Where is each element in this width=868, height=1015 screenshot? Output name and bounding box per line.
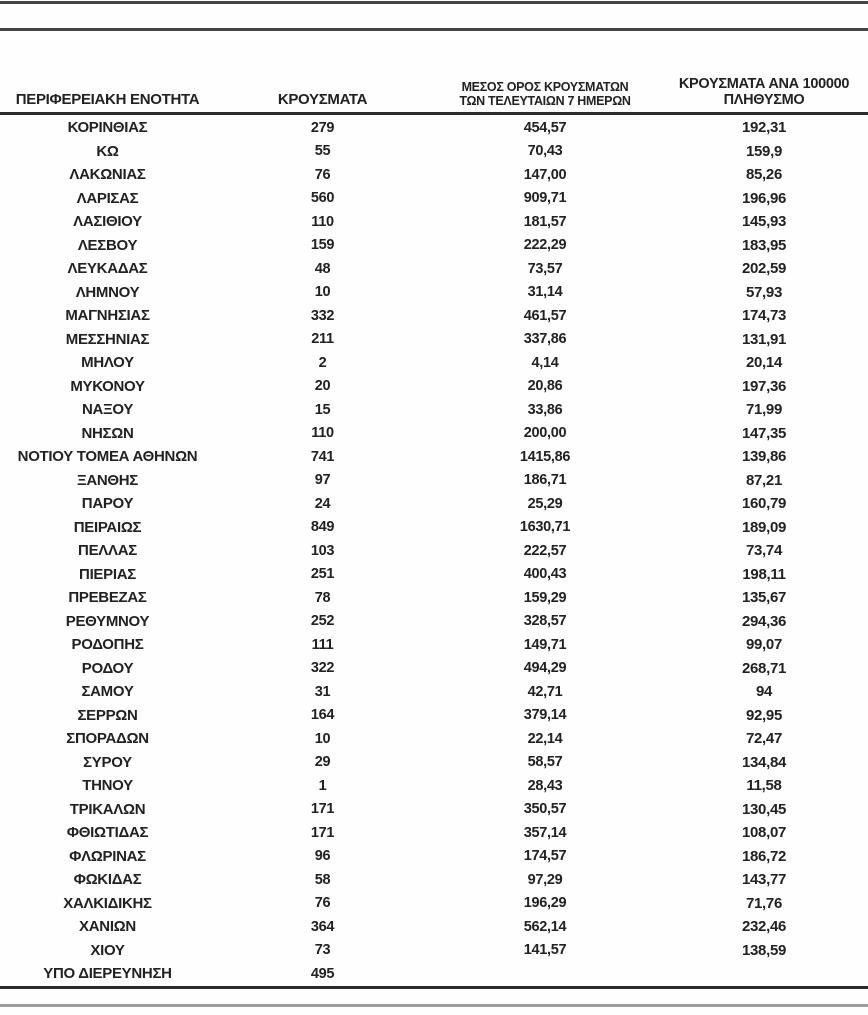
cell-cases: 322	[310, 660, 335, 677]
cell-avg-7-days: 42,71	[527, 683, 563, 700]
header-underline	[0, 112, 868, 115]
cell-avg-7-days: 1630,71	[519, 519, 571, 536]
cell-cases: 96	[314, 848, 331, 865]
cell-cases: 849	[310, 519, 335, 536]
cell-cases: 252	[310, 613, 335, 630]
table-row	[0, 234, 868, 258]
cell-regional-unit: ΛΕΣΒΟΥ	[77, 236, 138, 254]
cell-cases: 29	[314, 754, 331, 771]
cell-regional-unit: ΝΟΤΙΟΥ ΤΟΜΕΑ ΑΘΗΝΩΝ	[17, 448, 198, 466]
cell-regional-unit: ΛΑΚΩΝΙΑΣ	[69, 166, 146, 184]
cell-regional-unit: ΛΗΜΝΟΥ	[75, 283, 140, 301]
cell-avg-7-days: 562,14	[523, 918, 567, 935]
cell-cases-per-100000: 71,99	[745, 401, 783, 419]
cell-cases-per-100000: 108,07	[741, 824, 787, 842]
cell-cases-per-100000: 85,26	[745, 166, 783, 184]
cell-regional-unit: ΠΕΛΛΑΣ	[78, 542, 137, 560]
cell-regional-unit: ΞΑΝΘΗΣ	[76, 471, 139, 489]
column-header-cases	[215, 92, 430, 110]
cell-cases: 10	[314, 730, 331, 747]
cell-avg-7-days: 58,57	[527, 754, 563, 771]
table-row	[0, 375, 868, 399]
cell-cases: 20	[314, 378, 331, 395]
cell-cases-per-100000: 159,9	[745, 142, 783, 160]
cell-avg-7-days: 196,29	[523, 895, 567, 912]
table-row	[0, 257, 868, 281]
cell-avg-7-days: 4,14	[531, 354, 559, 371]
cell-cases: 495	[310, 965, 335, 982]
table-row	[0, 563, 868, 587]
cell-avg-7-days: 379,14	[523, 707, 567, 724]
table-row	[0, 774, 868, 798]
cell-cases: 10	[314, 284, 331, 301]
cell-regional-unit: ΛΑΣΙΘΙΟΥ	[73, 213, 142, 231]
cell-cases: 24	[314, 495, 331, 512]
cell-regional-unit: ΠΡΕΒΕΖΑΣ	[68, 589, 147, 607]
cell-cases: 332	[310, 307, 335, 324]
cell-avg-7-days: 141,57	[523, 942, 567, 959]
cell-cases-per-100000: 73,74	[745, 542, 783, 560]
cell-cases: 364	[310, 918, 335, 935]
cell-regional-unit: ΣΕΡΡΩΝ	[77, 706, 138, 724]
cell-avg-7-days: 28,43	[527, 777, 563, 794]
table-row	[0, 798, 868, 822]
cell-cases-per-100000: 196,96	[741, 189, 787, 207]
cell-avg-7-days: 222,29	[523, 237, 567, 254]
table-row	[0, 845, 868, 869]
cell-regional-unit: ΠΕΙΡΑΙΩΣ	[73, 518, 142, 536]
cell-cases: 560	[310, 190, 335, 207]
cell-cases: 97	[314, 472, 331, 489]
cell-regional-unit: ΧΑΛΚΙΔΙΚΗΣ	[63, 894, 152, 912]
cell-regional-unit: ΣΠΟΡΑΔΩΝ	[66, 730, 149, 748]
cell-avg-7-days: 909,71	[523, 190, 567, 207]
cell-regional-unit: ΛΑΡΙΣΑΣ	[76, 189, 139, 207]
cell-avg-7-days: 200,00	[523, 425, 567, 442]
cell-avg-7-days: 400,43	[523, 566, 567, 583]
page-bottom-line	[0, 1004, 868, 1007]
table-row	[0, 469, 868, 493]
table-body	[0, 116, 868, 986]
cell-cases-per-100000: 183,95	[741, 236, 787, 254]
cell-cases: 103	[310, 542, 335, 559]
cell-regional-unit: ΣΑΜΟΥ	[81, 683, 134, 701]
table-row	[0, 915, 868, 939]
cell-cases-per-100000: 197,36	[741, 377, 787, 395]
cell-cases: 110	[311, 213, 334, 230]
cell-regional-unit: ΥΠΟ ΔΙΕΡΕΥΝΗΣΗ	[43, 965, 172, 983]
cell-regional-unit: ΡΟΔΟΥ	[81, 659, 134, 677]
cell-avg-7-days: 454,57	[523, 119, 567, 136]
cell-avg-7-days: 31,14	[527, 284, 563, 301]
cell-cases: 76	[314, 166, 331, 183]
cell-avg-7-days: 149,71	[523, 636, 567, 653]
table-row	[0, 281, 868, 305]
cell-cases: 76	[314, 895, 331, 912]
cell-cases: 279	[310, 119, 335, 136]
cell-cases-per-100000: 20,14	[745, 354, 783, 372]
column-header-label: ΚΡΟΥΣΜΑΤΑ	[277, 90, 368, 108]
column-header-label-line2: ΠΛΗΘΥΣΜΟ	[723, 92, 805, 108]
table-row	[0, 304, 868, 328]
column-header-label-line1: ΚΡΟΥΣΜΑΤΑ ΑΝΑ 100000	[678, 76, 850, 92]
table-row	[0, 516, 868, 540]
cell-cases-per-100000: 131,91	[741, 330, 787, 348]
cell-avg-7-days: 33,86	[527, 401, 563, 418]
table-row	[0, 821, 868, 845]
cell-cases: 15	[314, 401, 331, 418]
cell-cases-per-100000: 57,93	[745, 283, 783, 301]
cell-cases-per-100000: 92,95	[745, 706, 783, 724]
cell-avg-7-days: 97,29	[527, 871, 563, 888]
cell-avg-7-days: 73,57	[527, 260, 563, 277]
cell-regional-unit: ΚΟΡΙΝΘΙΑΣ	[67, 119, 148, 137]
cell-regional-unit: ΚΩ	[96, 142, 119, 160]
cell-cases: 111	[311, 636, 334, 653]
cell-regional-unit: ΤΗΝΟΥ	[82, 777, 133, 795]
cell-cases-per-100000: 202,59	[741, 260, 787, 278]
cell-cases-per-100000: 72,47	[745, 730, 783, 748]
table-row	[0, 398, 868, 422]
table-header-row	[0, 56, 868, 110]
table-row	[0, 492, 868, 516]
cell-cases-per-100000: 232,46	[741, 918, 787, 936]
cell-avg-7-days: 337,86	[523, 331, 567, 348]
cell-regional-unit: ΦΘΙΩΤΙΔΑΣ	[66, 824, 149, 842]
cell-cases-per-100000: 186,72	[741, 847, 787, 865]
cell-avg-7-days: 186,71	[523, 472, 567, 489]
cell-avg-7-days: 1415,86	[519, 448, 571, 465]
table-row	[0, 116, 868, 140]
cell-cases: 211	[311, 331, 334, 348]
table-row	[0, 751, 868, 775]
cell-cases-per-100000: 139,86	[741, 448, 787, 466]
cell-cases-per-100000: 147,35	[741, 424, 787, 442]
top-divider-line-1	[0, 1, 868, 4]
table-row	[0, 328, 868, 352]
cell-cases: 110	[311, 425, 334, 442]
cell-cases-per-100000: 138,59	[741, 941, 787, 959]
cell-cases-per-100000: 160,79	[741, 495, 787, 513]
cell-cases-per-100000: 143,77	[741, 871, 787, 889]
table-row	[0, 163, 868, 187]
cell-cases: 58	[314, 871, 331, 888]
table-row	[0, 962, 868, 986]
table-row	[0, 351, 868, 375]
table-row	[0, 680, 868, 704]
cell-regional-unit: ΜΕΣΣΗΝΙΑΣ	[65, 330, 150, 348]
cell-regional-unit: ΠΙΕΡΙΑΣ	[79, 565, 136, 583]
table-row	[0, 868, 868, 892]
cell-avg-7-days: 22,14	[527, 730, 563, 747]
table-row	[0, 445, 868, 469]
column-header-label-line2: ΤΩΝ ΤΕΛΕΥΤΑΙΩΝ 7 ΗΜΕΡΩΝ	[459, 94, 631, 108]
cell-avg-7-days: 357,14	[523, 824, 567, 841]
cell-avg-7-days: 25,29	[527, 495, 563, 512]
cell-regional-unit: ΤΡΙΚΑΛΩΝ	[69, 800, 146, 818]
cell-regional-unit: ΦΩΚΙΔΑΣ	[73, 871, 142, 889]
cell-regional-unit: ΧΙΟΥ	[90, 941, 125, 959]
cell-avg-7-days: 222,57	[523, 542, 567, 559]
cell-regional-unit: ΡΕΘΥΜΝΟΥ	[65, 612, 150, 630]
cell-cases: 171	[310, 824, 335, 841]
table-row	[0, 657, 868, 681]
cell-cases: 741	[310, 448, 335, 465]
cell-avg-7-days: 147,00	[523, 166, 567, 183]
cell-cases-per-100000: 71,76	[745, 894, 783, 912]
cell-cases: 159	[310, 237, 335, 254]
table-row	[0, 610, 868, 634]
cell-regional-unit: ΡΟΔΟΠΗΣ	[71, 636, 144, 654]
cell-cases: 251	[310, 566, 335, 583]
table-bottom-line	[0, 986, 868, 989]
cell-cases-per-100000: 135,67	[741, 589, 787, 607]
cell-cases-per-100000: 94	[755, 683, 773, 701]
cell-cases-per-100000: 134,84	[741, 753, 787, 771]
cell-avg-7-days: 174,57	[523, 848, 567, 865]
cell-regional-unit: ΧΑΝΙΩΝ	[79, 918, 136, 936]
table-row	[0, 140, 868, 164]
cell-cases-per-100000: 189,09	[741, 518, 787, 536]
column-header-avg-7-days	[430, 80, 660, 110]
cell-avg-7-days: 461,57	[523, 307, 567, 324]
cell-regional-unit: ΝΑΞΟΥ	[81, 401, 134, 419]
cell-avg-7-days: 494,29	[523, 660, 567, 677]
table-row	[0, 586, 868, 610]
table-row	[0, 633, 868, 657]
cell-regional-unit: ΛΕΥΚΑΔΑΣ	[67, 260, 148, 278]
cell-cases-per-100000: 268,71	[741, 659, 787, 677]
cell-cases-per-100000: 192,31	[741, 119, 787, 137]
table-row	[0, 210, 868, 234]
cell-avg-7-days: 20,86	[527, 378, 563, 395]
cell-cases-per-100000: 99,07	[745, 636, 783, 654]
cell-cases-per-100000: 87,21	[745, 471, 783, 489]
table-row	[0, 939, 868, 963]
cell-cases: 78	[314, 589, 331, 606]
cell-regional-unit: ΜΥΚΟΝΟΥ	[70, 377, 145, 395]
cell-cases: 48	[314, 260, 331, 277]
cell-avg-7-days: 181,57	[523, 213, 567, 230]
cell-cases-per-100000: 145,93	[741, 213, 787, 231]
cell-regional-unit: ΣΥΡΟΥ	[83, 753, 132, 771]
table-row	[0, 539, 868, 563]
cell-cases: 171	[310, 801, 335, 818]
column-header-label-line1: ΜΕΣΟΣ ΟΡΟΣ ΚΡΟΥΣΜΑΤΩΝ	[461, 80, 629, 94]
cell-cases: 73	[314, 942, 331, 959]
table-row	[0, 704, 868, 728]
table-row	[0, 187, 868, 211]
cell-regional-unit: ΠΑΡΟΥ	[81, 495, 134, 513]
table-row	[0, 422, 868, 446]
cell-cases: 164	[310, 707, 335, 724]
cell-cases: 2	[318, 354, 327, 371]
cell-avg-7-days: 159,29	[523, 589, 567, 606]
column-header-label: ΠΕΡΙΦΕΡΕΙΑΚΗ ΕΝΟΤΗΤΑ	[15, 90, 200, 108]
top-divider-line-2	[0, 28, 868, 31]
cell-avg-7-days: 350,57	[523, 801, 567, 818]
cell-regional-unit: ΜΗΛΟΥ	[81, 354, 134, 372]
cell-regional-unit: ΦΛΩΡΙΝΑΣ	[69, 847, 146, 865]
table-row	[0, 892, 868, 916]
cell-cases-per-100000: 294,36	[741, 612, 787, 630]
column-header-cases-per-100000	[660, 76, 868, 110]
cell-cases: 31	[314, 683, 331, 700]
cell-cases: 55	[314, 143, 331, 160]
cell-avg-7-days: 328,57	[523, 613, 567, 630]
cell-cases: 1	[318, 777, 327, 794]
cell-regional-unit: ΝΗΣΩΝ	[81, 424, 134, 442]
cell-cases-per-100000: 11,58	[746, 777, 782, 795]
column-header-regional-unit	[0, 92, 215, 110]
cell-cases-per-100000: 174,73	[741, 307, 787, 325]
cell-cases-per-100000: 130,45	[741, 800, 787, 818]
cell-avg-7-days: 70,43	[527, 143, 563, 160]
cell-regional-unit: ΜΑΓΝΗΣΙΑΣ	[65, 307, 150, 325]
table-row	[0, 727, 868, 751]
cell-cases-per-100000: 198,11	[742, 565, 786, 583]
